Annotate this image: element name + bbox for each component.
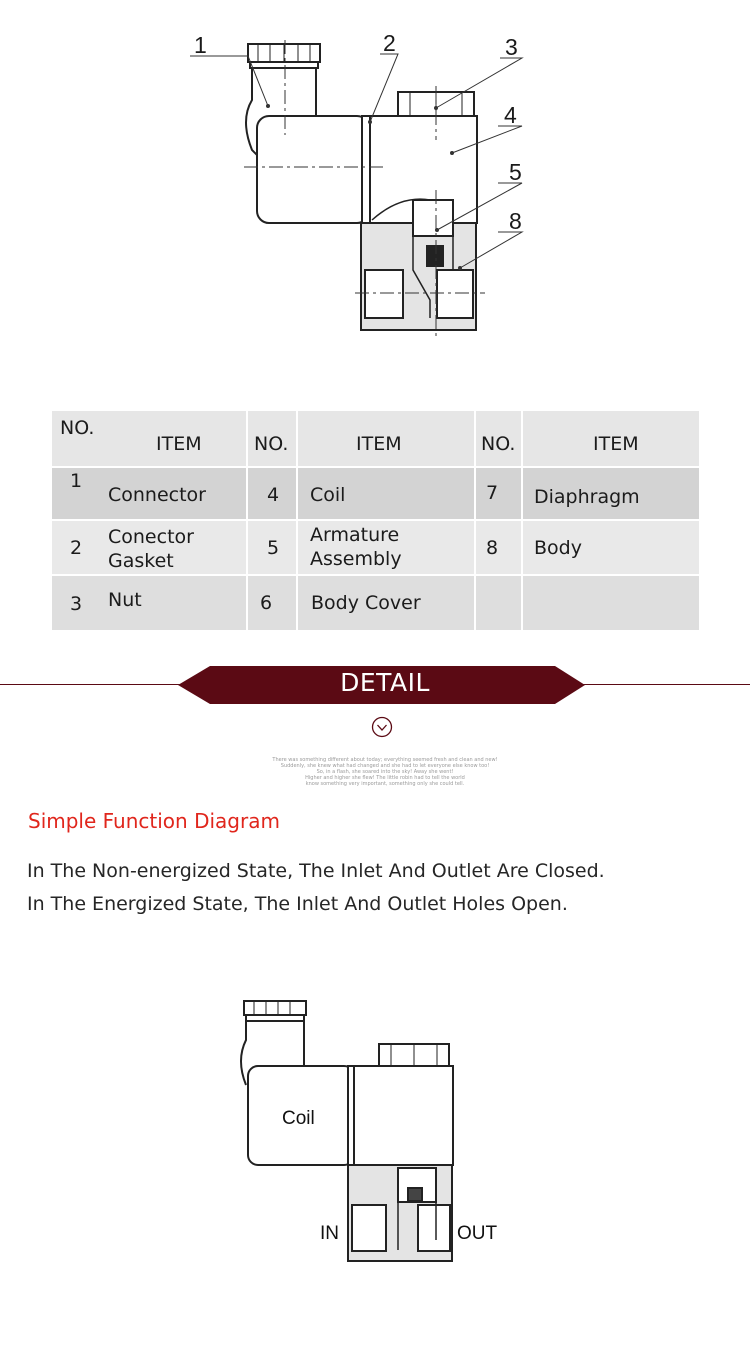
row3-no-1: 3 (70, 593, 83, 615)
chevron-down-circle-icon[interactable] (371, 716, 393, 738)
row2-item-2a: Armature (310, 524, 400, 546)
filler-line: know something very important, something only she could tell. (305, 781, 465, 787)
row1-item-1: Connector (108, 484, 206, 506)
callout-3: 3 (505, 34, 518, 60)
filler-line: Suddenly, she knew what had changed and she had to let everyone else know too! (280, 763, 490, 769)
row2-item-3: Body (534, 537, 582, 559)
row3-item-1: Nut (108, 589, 142, 611)
detail-label: DETAIL (340, 668, 430, 697)
row2-item-1b: Gasket (108, 550, 174, 572)
header-item-2: ITEM (356, 433, 402, 455)
header-item-3: ITEM (593, 433, 639, 455)
row1-item-2: Coil (310, 484, 346, 506)
in-label: IN (320, 1223, 339, 1244)
filler-text (255, 757, 515, 787)
filler-line: So, in a flash, she soared into the sky! Away she went! (316, 769, 454, 775)
coil-label: Coil (282, 1108, 315, 1129)
row3-item-2: Body Cover (311, 592, 421, 614)
row2-no-2: 5 (267, 537, 280, 559)
row2-no-1: 2 (70, 537, 83, 559)
description-line-1: In The Non-energized State, The Inlet And Outlet Are Closed. (27, 860, 605, 882)
row3-no-2: 6 (260, 592, 273, 614)
col-divider (246, 411, 248, 630)
col-divider (296, 411, 298, 630)
callout-8: 8 (509, 208, 522, 234)
col-divider (521, 411, 523, 630)
valve-exploded-drawing (0, 0, 750, 400)
description-line-2: In The Energized State, The Inlet And Outlet Holes Open. (27, 893, 568, 915)
row1-item-3: Diaphragm (534, 486, 640, 508)
col-divider (474, 411, 476, 630)
table-row (52, 576, 699, 630)
row2-no-3: 8 (486, 537, 499, 559)
callout-5: 5 (509, 159, 522, 185)
table-header-row (52, 411, 699, 466)
out-label: OUT (457, 1223, 498, 1244)
callout-4: 4 (504, 102, 517, 128)
header-no-1: NO. (60, 417, 95, 439)
table-row (52, 521, 699, 574)
filler-line: There was something different about today; everything seemed fresh and clean and new! (272, 757, 498, 763)
header-no-2: NO. (254, 433, 289, 455)
row2-item-2b: Assembly (310, 548, 402, 570)
callout-2: 2 (383, 30, 396, 56)
parts-table (52, 411, 699, 630)
row1-no-2: 4 (267, 484, 280, 506)
header-no-3: NO. (481, 433, 516, 455)
section-title: Simple Function Diagram (28, 809, 280, 833)
callout-1: 1 (194, 32, 207, 58)
row2-item-1a: Conector (108, 526, 194, 548)
table-row (52, 468, 699, 519)
valve-function-diagram (0, 990, 750, 1270)
row1-no-3: 7 (486, 482, 499, 504)
filler-line: Higher and higher she flew! The little robin had to tell the world (305, 775, 465, 781)
row1-no-1: 1 (70, 470, 83, 492)
header-item-1: ITEM (156, 433, 202, 455)
